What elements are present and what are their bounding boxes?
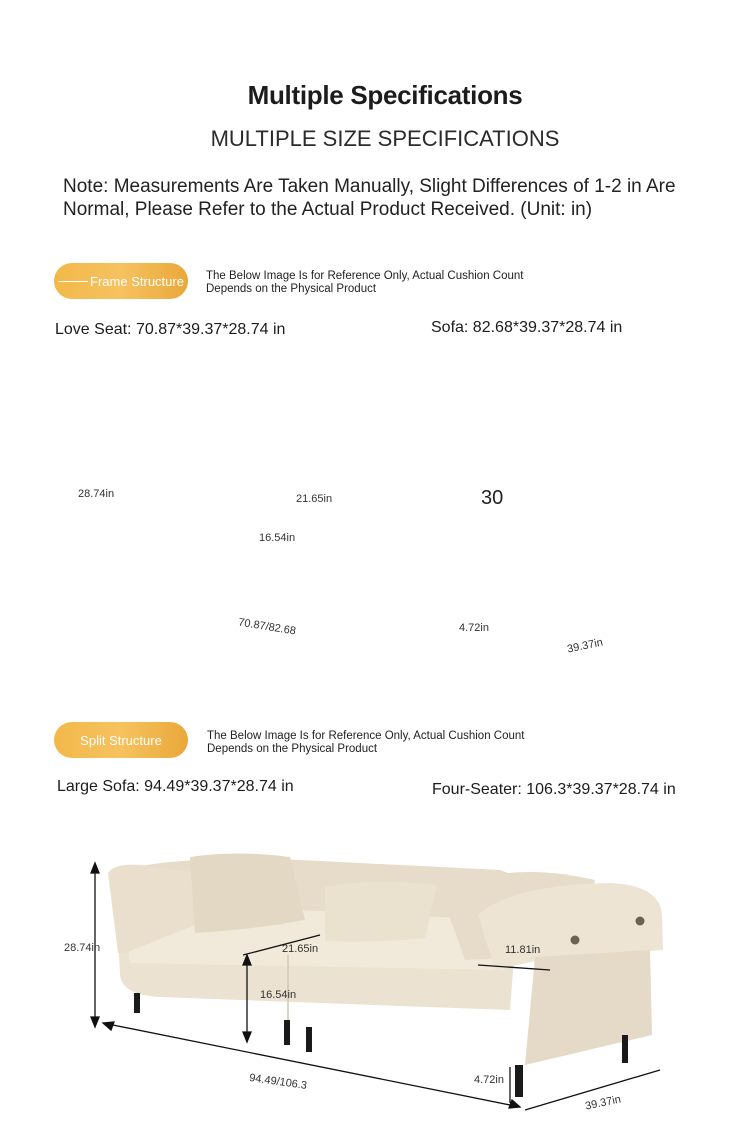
split-structure-badge [54,722,188,758]
length-label: 70.87/82.68 [237,616,297,638]
sofa-leg [306,1027,312,1052]
depth-label: 39.37in [566,636,604,656]
section1-disclaimer [206,270,523,296]
leg-height-label: 4.72in [474,1074,504,1086]
depth-label: 39.37in [584,1093,622,1113]
sofa-illustration-1 [0,395,750,665]
seat-height-label: 16.54in [259,532,296,544]
love-seat-spec: Love Seat: 70.87*39.37*28.74 in [55,321,286,338]
sofa-leg [622,1035,628,1063]
arm-width-label: 30 [481,487,504,509]
pillow [325,882,437,942]
disclaimer-line: Depends on the Physical Product [207,743,378,755]
four-seater-spec: Four-Seater: 106.3*39.37*28.74 in [432,781,676,798]
height-label: 28.74in [64,942,101,954]
sofa-leg [515,1065,523,1097]
page-title: Multiple Specifications [247,80,523,110]
measurement-note: Note: Measurements Are Taken Manually, Slight Differences of 1-2 in Are Normal, Please Refer to the Actual Product Received. (Unit: in) [63,176,676,220]
sofa-leg [284,1020,290,1045]
sofa-spec: Sofa: 82.68*39.37*28.74 in [431,319,623,336]
length-label: 94.49/106.3 [248,1072,308,1092]
badge-line-icon [58,281,88,282]
frame-structure-badge [54,263,188,299]
sofa-leg [134,993,140,1013]
section2-disclaimer [207,730,524,756]
button-icon [636,917,645,926]
large-sofa-spec: Large Sofa: 94.49*39.37*28.74 in [57,778,294,795]
disclaimer-line: Depends on the Physical Product [206,283,377,295]
disclaimer-line: The Below Image Is for Reference Only, Actual Cushion Count [207,730,525,742]
arm-width-label: 11.81in [505,944,541,956]
seat-depth-label: 21.65in [296,493,333,505]
seat-height-label: 16.54in [260,989,297,1001]
button-icon [571,936,580,945]
height-label: 28.74in [78,488,115,500]
badge-label: Split Structure [80,732,162,748]
sofa-right-arm-side [525,950,652,1065]
page-subtitle: MULTIPLE SIZE SPECIFICATIONS [210,126,560,151]
disclaimer-line: The Below Image Is for Reference Only, Actual Cushion Count [206,270,524,282]
badge-label: Frame Structure [90,273,184,289]
leg-height-label: 4.72in [459,622,489,634]
sofa-illustration-2 [0,845,750,1135]
seat-depth-label: 21.65in [282,943,319,955]
pillow [190,854,305,934]
